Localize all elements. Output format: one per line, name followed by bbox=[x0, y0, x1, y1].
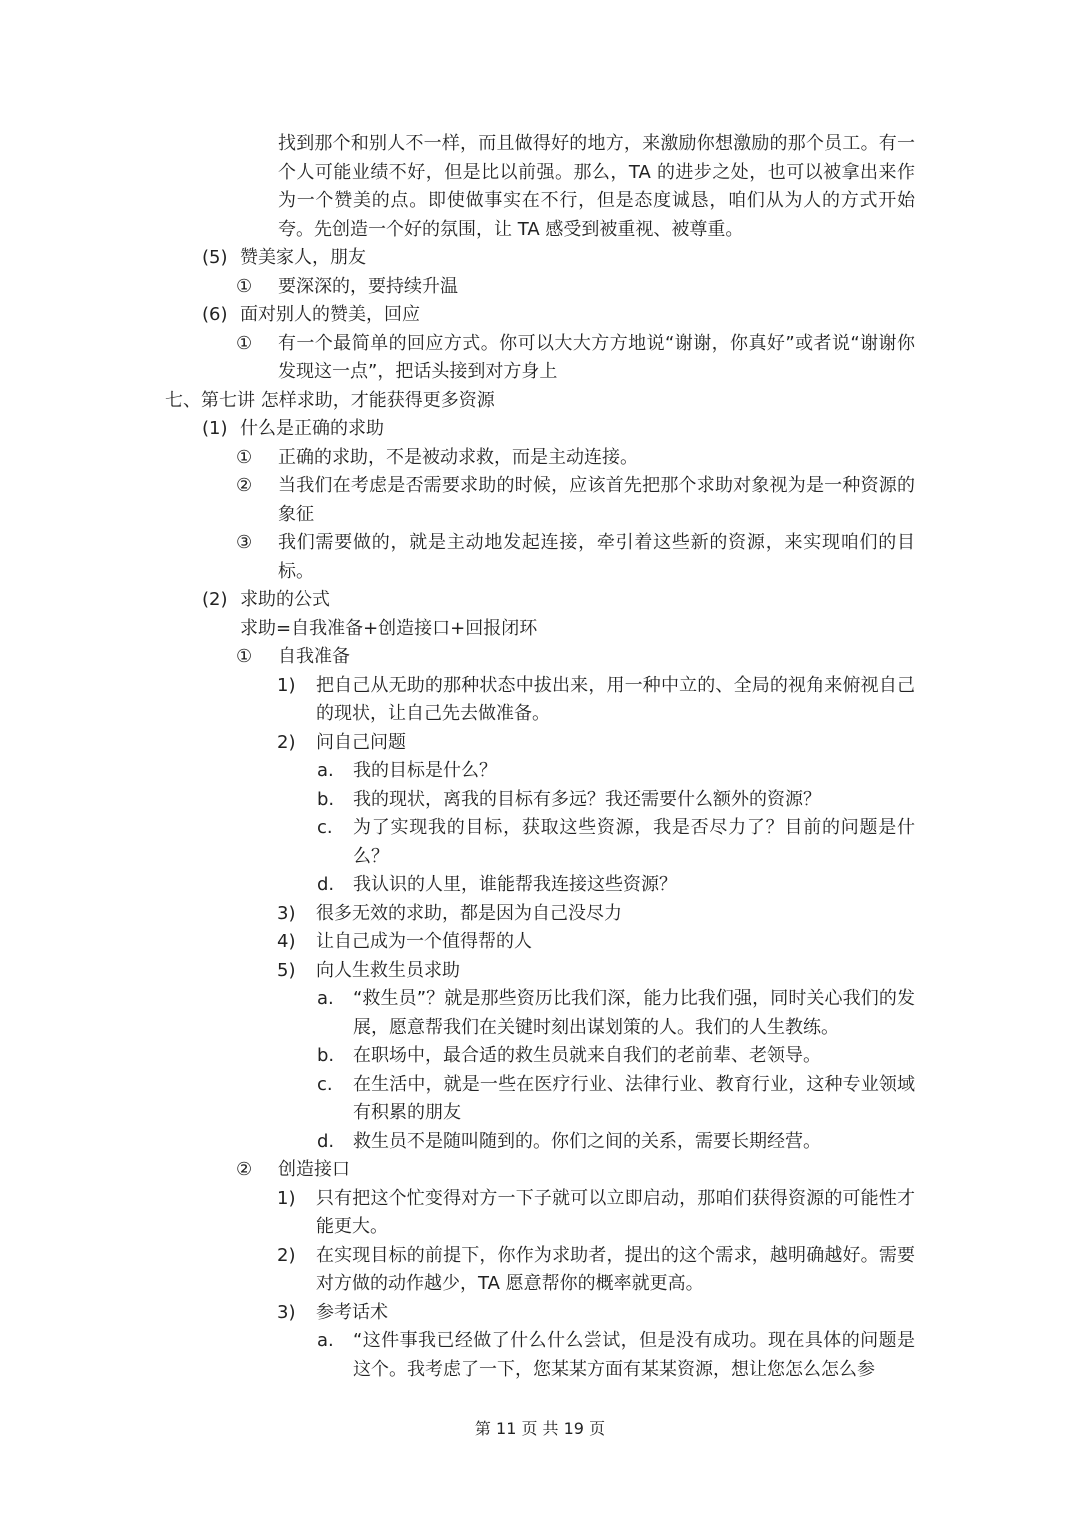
item-number: ① bbox=[236, 646, 253, 667]
document-body bbox=[0, 130, 1080, 1384]
item-number: 2) bbox=[277, 1244, 296, 1266]
list-item bbox=[0, 871, 1080, 900]
item-number: 1) bbox=[277, 674, 296, 696]
item-text: 救生员不是随叫随到的。你们之间的关系，需要长期经营。 bbox=[353, 1130, 821, 1152]
item-text: “救生员”？就是那些资历比我们深，能力比我们强，同时关心我们的发展，愿意帮我们在关键时刻出谋划策的人。我们的人生教练。 bbox=[353, 988, 915, 1038]
list-item bbox=[0, 586, 1080, 615]
list-item bbox=[0, 330, 1080, 387]
list-item bbox=[0, 757, 1080, 786]
item-text: 让自己成为一个值得帮的人 bbox=[316, 931, 532, 952]
formula-line: 求助=自我准备+创造接口+回报闭环 bbox=[240, 617, 538, 639]
item-text: 要深深的，要持续升温 bbox=[278, 275, 458, 297]
item-number: ③ bbox=[236, 532, 253, 553]
list-item bbox=[0, 786, 1080, 815]
list-item bbox=[0, 1185, 1080, 1242]
item-text: 创造接口 bbox=[278, 1159, 350, 1180]
item-number: (2) bbox=[202, 589, 228, 610]
item-number: ① bbox=[236, 275, 253, 297]
item-number: ② bbox=[236, 475, 253, 496]
item-number: 4) bbox=[277, 931, 296, 952]
list-item bbox=[0, 1042, 1080, 1071]
list-item bbox=[0, 672, 1080, 729]
item-text: 参考话术 bbox=[316, 1301, 388, 1323]
paragraph bbox=[0, 130, 1080, 244]
paragraph-text: 找到那个和别人不一样，而且做得好的地方，来激励你想激励的那个员工。有一个人可能业绩不好，但是比以前强。那么，TA 的进步之处，也可以被拿出来作为一个赞美的点。即使做事实在不行，但是态度诚恳，咱们从为人的方式开始夸。先创造一个好的氛围，让 TA 感受到被重视、被尊重。 bbox=[278, 133, 915, 240]
item-text: 在实现目标的前提下，你作为求助者，提出的这个需求，越明确越好。需要对方做的动作越少，TA 愿意帮你的概率就更高。 bbox=[316, 1244, 915, 1294]
list-item bbox=[0, 273, 1080, 302]
list-item bbox=[0, 244, 1080, 273]
item-text: 面对别人的赞美，回应 bbox=[240, 304, 420, 325]
item-number: c. bbox=[317, 1073, 333, 1095]
item-number: 5) bbox=[277, 959, 296, 981]
list-item bbox=[0, 985, 1080, 1042]
item-text: 赞美家人，朋友 bbox=[240, 247, 366, 268]
item-text: 在职场中，最合适的救生员就来自我们的老前辈、老领导。 bbox=[353, 1045, 821, 1066]
list-item bbox=[0, 1299, 1080, 1328]
item-number: ① bbox=[236, 332, 253, 354]
item-text: 为了实现我的目标，获取这些资源，我是否尽力了？目前的问题是什么？ bbox=[353, 817, 915, 867]
list-item bbox=[0, 1327, 1080, 1384]
item-number: d. bbox=[317, 1130, 335, 1152]
section-heading: 七、第七讲 怎样求助，才能获得更多资源 bbox=[165, 389, 495, 411]
list-item bbox=[0, 1242, 1080, 1299]
item-number: d. bbox=[317, 874, 335, 895]
item-number: b. bbox=[317, 788, 335, 810]
list-item bbox=[0, 1128, 1080, 1157]
item-text: 自我准备 bbox=[278, 646, 350, 667]
list-item bbox=[0, 1156, 1080, 1185]
list-item bbox=[0, 643, 1080, 672]
item-number: (1) bbox=[202, 418, 228, 439]
item-number: (6) bbox=[202, 304, 228, 325]
item-number: 3) bbox=[277, 1301, 296, 1323]
item-text: 只有把这个忙变得对方一下子就可以立即启动，那咱们获得资源的可能性才能更大。 bbox=[316, 1187, 915, 1237]
item-number: 2) bbox=[277, 731, 296, 753]
item-number: c. bbox=[317, 817, 333, 838]
list-item bbox=[0, 529, 1080, 586]
list-item bbox=[0, 444, 1080, 473]
item-text: 我的现状，离我的目标有多远？我还需要什么额外的资源？ bbox=[353, 788, 821, 810]
item-text: 我的目标是什么？ bbox=[353, 760, 497, 781]
item-number: ① bbox=[236, 446, 253, 468]
item-text: “这件事我已经做了什么什么尝试，但是没有成功。现在具体的问题是这个。我考虑了一下，您某某方面有某某资源，想让您怎么怎么参 bbox=[353, 1330, 915, 1380]
item-text: 问自己问题 bbox=[316, 731, 406, 753]
list-item bbox=[0, 900, 1080, 929]
item-text: 求助的公式 bbox=[240, 589, 330, 610]
item-number: 3) bbox=[277, 902, 296, 924]
list-item bbox=[0, 928, 1080, 957]
item-text: 我们需要做的，就是主动地发起连接，牵引着这些新的资源，来实现咱们的目标。 bbox=[278, 532, 915, 582]
item-number: a. bbox=[317, 988, 334, 1009]
item-text: 在生活中，就是一些在医疗行业、法律行业、教育行业，这种专业领域有积累的朋友 bbox=[353, 1073, 915, 1123]
list-item bbox=[0, 472, 1080, 529]
item-text: 我认识的人里，谁能帮我连接这些资源？ bbox=[353, 874, 677, 895]
item-number: 1) bbox=[277, 1187, 296, 1209]
item-text: 很多无效的求助，都是因为自己没尽力 bbox=[316, 902, 622, 924]
item-number: a. bbox=[317, 1330, 334, 1351]
item-text: 把自己从无助的那种状态中拔出来，用一种中立的、全局的视角来俯视自己的现状，让自己先去做准备。 bbox=[316, 674, 915, 724]
list-item bbox=[0, 415, 1080, 444]
item-number: (5) bbox=[202, 247, 228, 268]
item-number: b. bbox=[317, 1045, 335, 1066]
list-item bbox=[0, 1071, 1080, 1128]
list-item bbox=[0, 729, 1080, 758]
item-text: 有一个最简单的回应方式。你可以大大方方地说“谢谢，你真好”或者说“谢谢你发现这一点”，把话头接到对方身上 bbox=[278, 332, 915, 382]
item-number: a. bbox=[317, 760, 334, 781]
list-item bbox=[0, 301, 1080, 330]
item-text: 向人生救生员求助 bbox=[316, 959, 460, 981]
item-text: 当我们在考虑是否需要求助的时候，应该首先把那个求助对象视为是一种资源的象征 bbox=[278, 475, 915, 525]
list-item bbox=[0, 957, 1080, 986]
page-footer: 第 11 页 共 19 页 bbox=[474, 1419, 606, 1438]
item-text: 正确的求助，不是被动求救，而是主动连接。 bbox=[278, 446, 638, 468]
item-number: ② bbox=[236, 1159, 253, 1180]
item-text: 什么是正确的求助 bbox=[240, 418, 384, 439]
list-item bbox=[0, 814, 1080, 871]
